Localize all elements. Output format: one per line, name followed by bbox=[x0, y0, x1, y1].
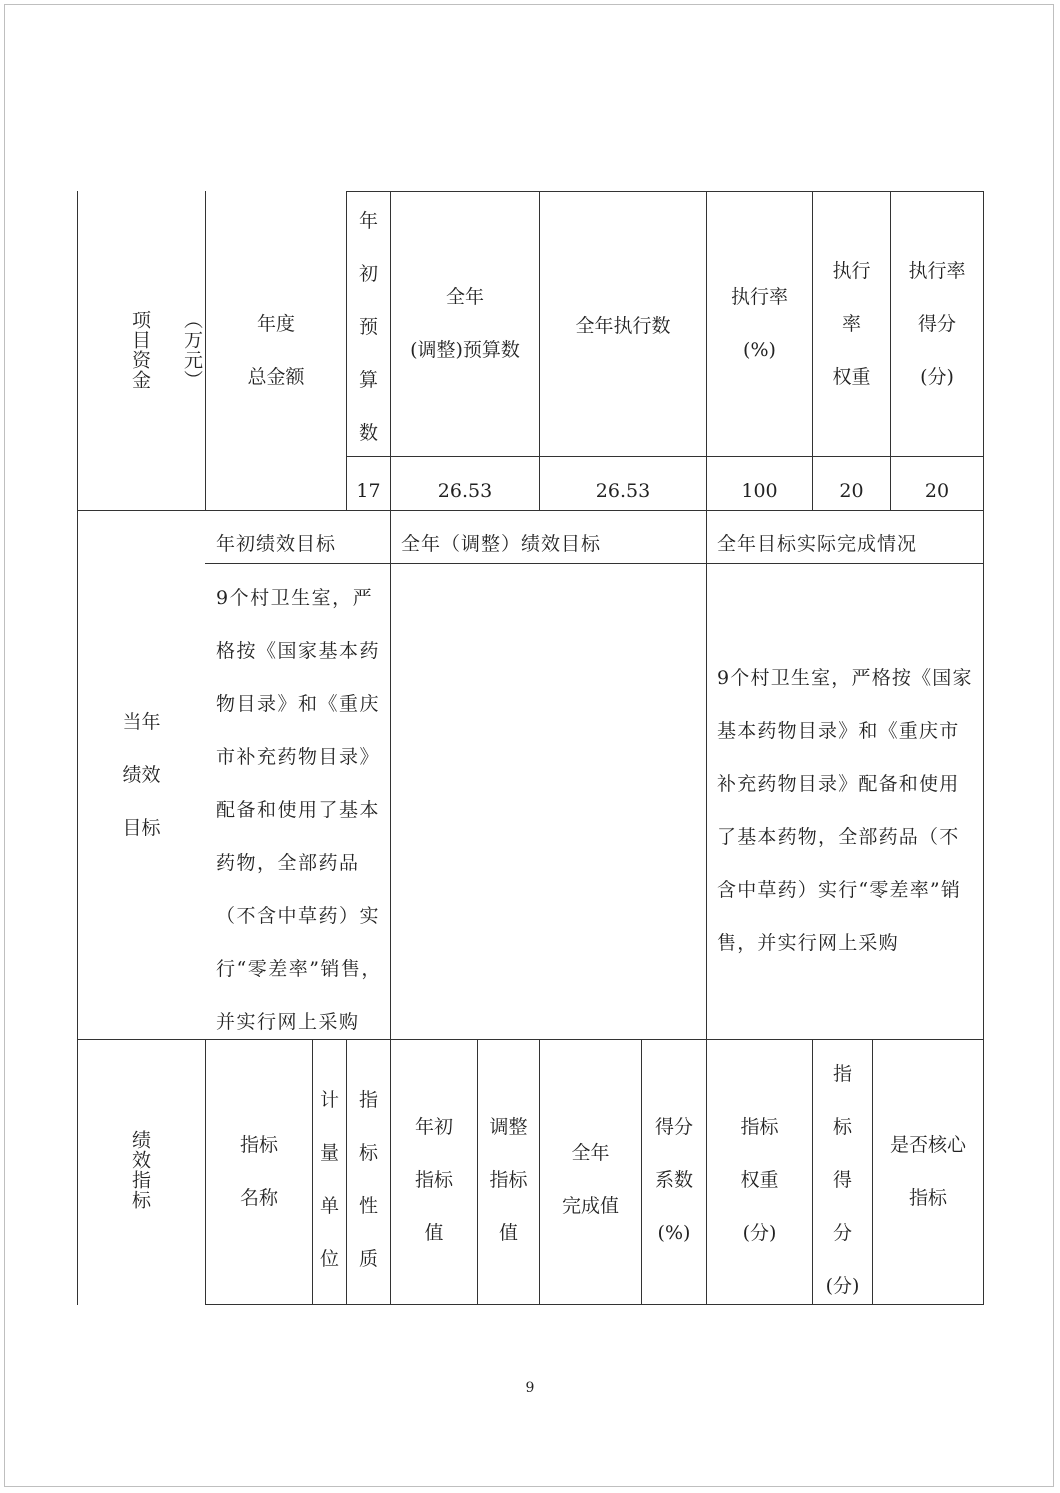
col-core-indicator: 是否核心 指标 bbox=[889, 1134, 966, 1209]
col-indicator-nature: 指 标 性 质 bbox=[358, 1089, 378, 1270]
adjusted-budget-value: 26.53 bbox=[437, 480, 493, 502]
funds-unit-label: （万元） bbox=[181, 310, 203, 390]
execution-weight-value: 20 bbox=[839, 480, 864, 502]
col-adjusted-value: 调整 指标 值 bbox=[489, 1115, 528, 1244]
col-completion-value: 全年 完成值 bbox=[561, 1142, 619, 1217]
execution-score-header: 执行率 得分 (分) bbox=[908, 259, 966, 388]
goals-section-label: 当年 绩效 目标 bbox=[122, 710, 161, 839]
annual-total-header: 年度 总金额 bbox=[247, 313, 305, 388]
initial-budget-header: 年 初 预 算 数 bbox=[358, 209, 378, 444]
annual-execution-header: 全年执行数 bbox=[575, 314, 671, 337]
col-score-coefficient: 得分 系数 (%) bbox=[654, 1115, 693, 1244]
col-initial-value: 年初 指标 值 bbox=[414, 1115, 453, 1244]
execution-rate-value: 100 bbox=[741, 480, 778, 502]
initial-goal-text: 9个村卫生室，严格按《国家基本药物目录》和《重庆市补充药物目录》配备和使用了基本药物，全部药品（不含中草药）实行“零差率”销售，并实行网上采购 bbox=[216, 587, 382, 1033]
page-number: 9 bbox=[525, 1380, 535, 1396]
annual-execution-value: 26.53 bbox=[595, 480, 651, 502]
col-indicator-name: 指标 名称 bbox=[239, 1134, 278, 1209]
execution-rate-header: 执行率 (%) bbox=[730, 286, 788, 361]
actual-goal-header: 全年目标实际完成情况 bbox=[717, 533, 918, 555]
funds-section-label: 项目资金 bbox=[129, 310, 151, 390]
execution-score-value: 20 bbox=[924, 480, 950, 502]
initial-budget-value: 17 bbox=[356, 480, 381, 502]
col-indicator-weight: 指标 权重 (分) bbox=[740, 1115, 779, 1244]
actual-goal-text: 9个村卫生室，严格按《国家基本药物目录》和《重庆市补充药物目录》配备和使用了基本药物，全部药品（不含中草药）实行“零差率”销售，并实行网上采购 bbox=[717, 667, 973, 954]
indicators-section-label: 绩效指标 bbox=[129, 1130, 151, 1210]
initial-goal-header: 年初绩效目标 bbox=[216, 533, 337, 555]
adjusted-budget-header: 全年 (调整)预算数 bbox=[410, 286, 520, 361]
col-indicator-score: 指 标 得 分 (分) bbox=[825, 1062, 860, 1297]
execution-weight-header: 执行 率 权重 bbox=[832, 259, 871, 388]
adjusted-goal-header: 全年（调整）绩效目标 bbox=[401, 533, 602, 555]
col-measure-unit: 计 量 单 位 bbox=[319, 1089, 339, 1270]
